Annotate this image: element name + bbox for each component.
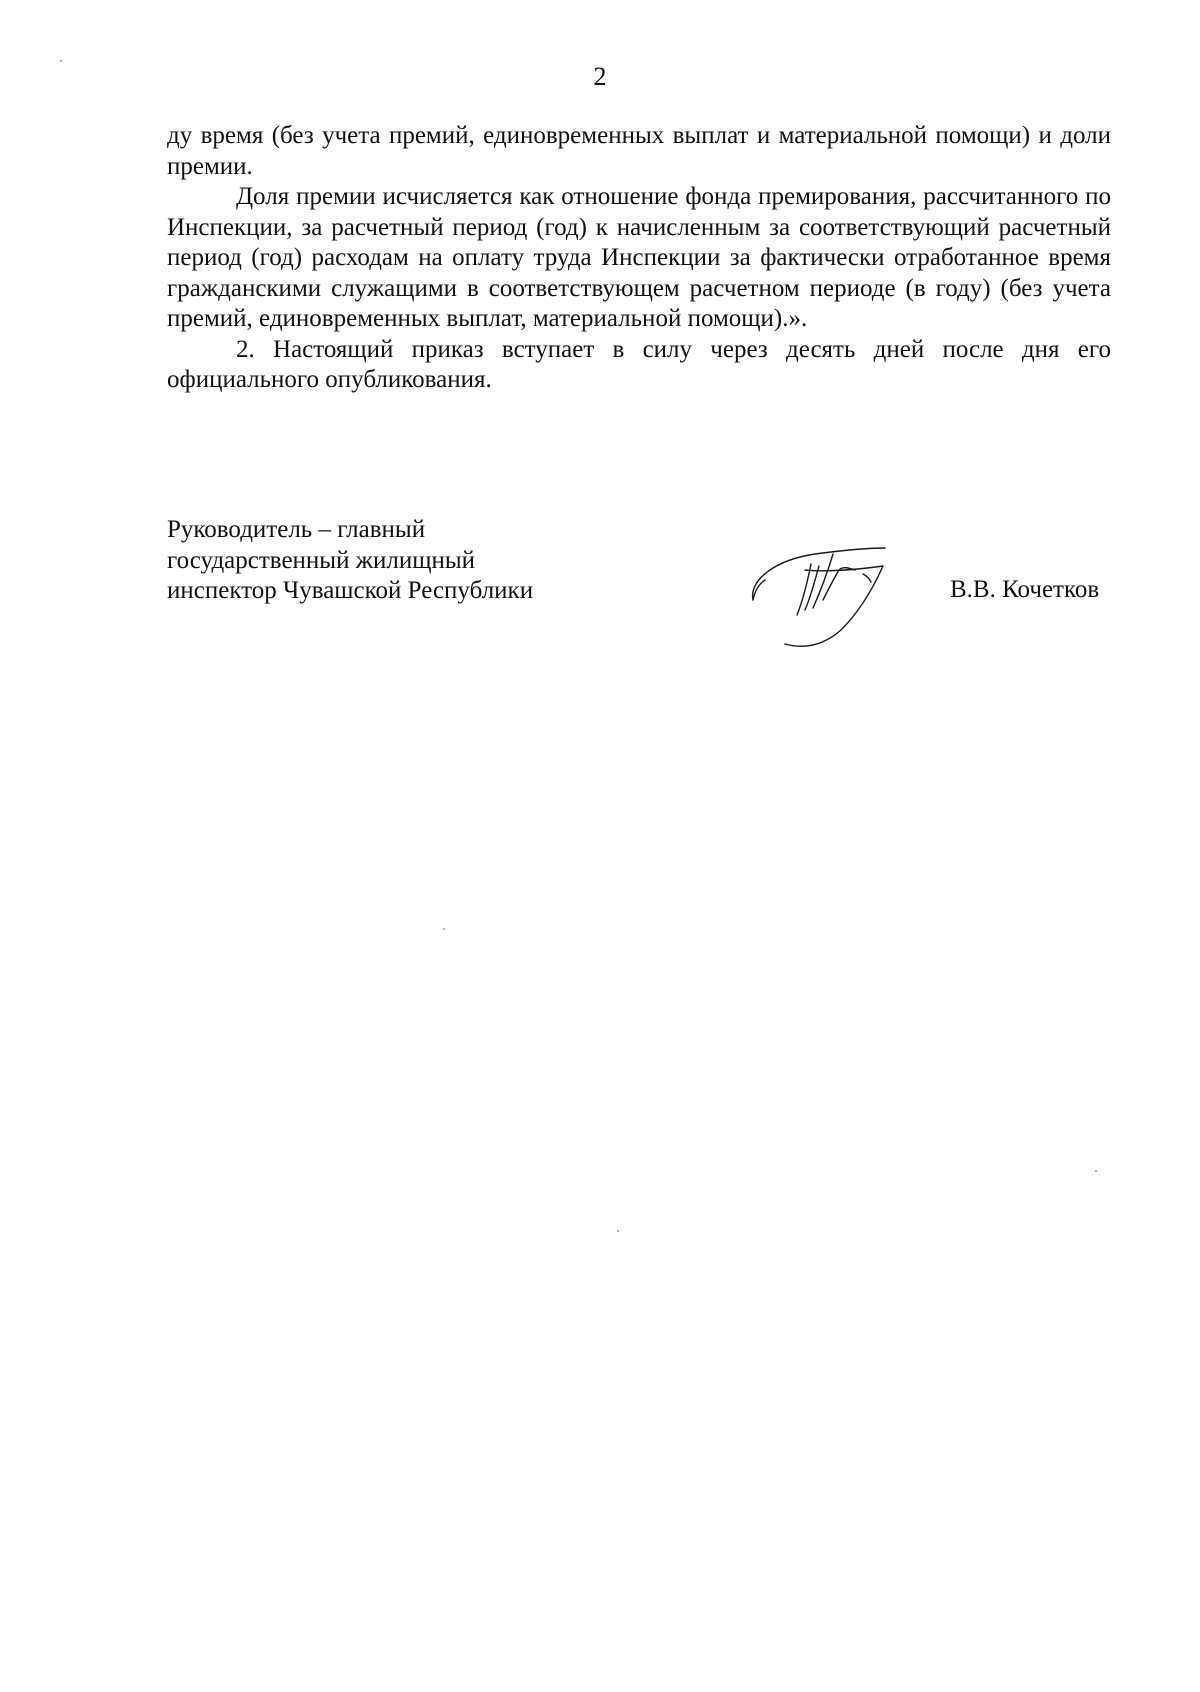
paragraph-bonus-share: Доля премии исчисляется как отношение фонда премирования, рассчитанного по Инспекции, за расчетный период (год) к начисленным за соответствующий расчетный период (год) расходам на оплату труда Инспекции за фактически отработанное время гражданскими служащими в соответствующем расчетном периоде (в году) (без учета премий, единовременных выплат, материальной помощи).».: [167, 183, 1111, 332]
signatory-position: [167, 515, 533, 607]
signatory-position-line: инспектор Чувашской Республики: [167, 577, 534, 604]
signature-stroke: [823, 568, 855, 600]
paragraph-continuation: ду время (без учета премий, единовременных выплат и материальной помощи) и доли премии.: [167, 122, 1111, 180]
body-text: [167, 121, 1111, 396]
signature-stroke: [805, 566, 819, 610]
scan-speck: [60, 60, 62, 62]
signature-stroke: [753, 548, 885, 600]
signature-stroke: [753, 580, 765, 600]
scan-speck: [617, 1230, 619, 1232]
signatory-position-line: государственный жилищный: [167, 546, 476, 574]
scan-speck: [1095, 1170, 1097, 1172]
page-number: 2: [593, 62, 607, 91]
signatory-name: В.В. Кочетков: [950, 576, 1100, 603]
handwritten-signature: [745, 540, 925, 655]
signature-stroke: [863, 574, 871, 582]
signature-stroke: [797, 564, 811, 615]
signatory-position-line: Руководитель – главный: [167, 516, 426, 543]
paragraph-item-2: 2. Настоящий приказ вступает в силу через десять дней после дня его официального опубликования.: [167, 335, 1111, 393]
scan-speck: [443, 928, 445, 930]
